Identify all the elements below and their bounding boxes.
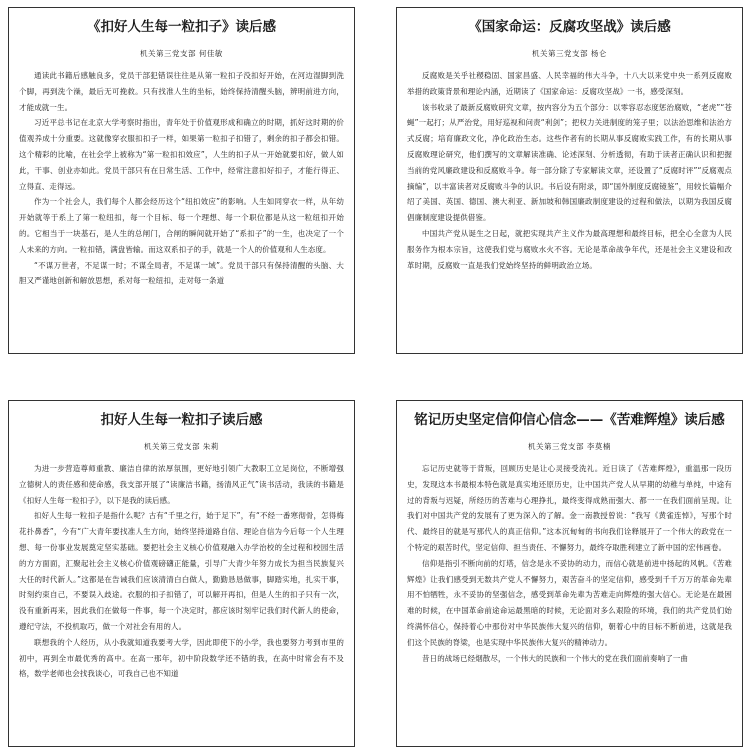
essay-card-3: [8, 400, 355, 747]
essay-paragraph: 信仰是指引不断向前的灯塔，信念是永不妥协的动力，而信心就是前进中扬起的风帆。《苦难辉煌》让我们感受到无数共产党人不懈努力，艰苦奋斗的坚定信仰，感受到千千万万的革命先辈用不怕牺牲，永不妥协的坚强信念，感受到革命先辈为苦难走向辉煌的强大信心。无论是在最困难的时候，在中国革命前途命运最黑暗的时候，无论面对多么艰险的环境，我们的共产党员们始终满怀信心，保持着心中那份对中华民族伟大复兴的信仰，朝着心中的目标不断前进，这就是我们这个民族的脊梁，也是实现中华民族伟大复兴的精神动力。: [407, 558, 732, 647]
essay-card-2: [396, 7, 743, 354]
essay-paragraph: 联想我的个人经历，从小我就知道我要考大学，因此即使下的小学，我也要努力考到市里的初中，再到全市最优秀的高中。在高一那年，初中阶段数学还不错的我，在高中时常会有不及格，数学老师也会找我谈心，可我自己也不知道: [19, 637, 344, 679]
essay-byline: 机关第三党支部 李莫楠: [528, 442, 611, 451]
essay-byline: 机关第三党支部 朱莉: [144, 442, 219, 451]
essay-title: 扣好人生每一粒扣子读后感: [100, 412, 263, 428]
essay-paragraph: 通读此书籍后感触良多，党员干部犯错误往往是从第一粒扣子没扣好开始，在河边湿脚到洗个脚，再到洗个澡，最后无可挽救。只有找准人生的坐标，始终保持清醒头脑，辨明前进方向，才能成就一生。: [19, 71, 344, 112]
essay-paragraph: 昔日的战场已经烟散尽，一个伟大的民族和一个伟大的党在我们面前奏响了一曲: [422, 653, 688, 663]
essay-paragraph: 中国共产党从诞生之日起，就把实现共产主义作为最高理想和最终目标，把全心全意为人民服务作为根本宗旨，这使我们党与腐败水火不容。无论是革命战争年代，还是社会主义建设和改革时期，反腐败一直是我们党始终坚持的鲜明政治立场。: [407, 228, 732, 270]
essay-paragraph: 反腐败是关乎社稷稳固、国家昌盛、人民幸福的伟大斗争，十八大以来党中央一系列反腐败举措的政策背景和理论内涵，近期读了《国家命运：反腐攻坚战》一书，感受深刻。: [407, 71, 732, 96]
essay-paragraph: 扣好人生每一粒扣子是指什么呢？古有“千里之行，始于足下”，有“不经一番寒彻骨，怎得梅花扑鼻香”，今有“广大青年要找准人生方向，始终坚持道路自信、理论自信为今后每一个人生理想、每一份事业发展奠定坚实基础。要把社会主义核心价值观融入办学治校的全过程和校园生活的方方面面，汇聚起社会主义核心价值观磅礴正能量，引导广大青少年努力成长为担当民族复兴大任的时代新人。”这都是在告诫我们应该清清白白做人，勤勤恳恳做事，脚踏实地，扎实干事，时刻约束自己，不要误入歧途。衣服的扣子扣错了，可以解开再扣，但是人生的扣子只有一次，没有重新再来，因此我们在做每一件事，每一个决定时，都应该时刻牢记我们时代新人的使命，遵纪守法，不投机取巧，做一个对社会有用的人。: [19, 511, 344, 631]
essay-paragraph: 该书收录了最新反腐败研究文章，按内容分为五个部分：以零容忍态度惩治腐败，“老虎”“苍蝇”一起打；从严治党，用好巡视和问责“利剑”；把权力关进制度的笼子里；以法治思维和法治方式反腐；培育廉政文化，净化政治生态。这些作者有的长期从事反腐败实践工作，有的长期从事反腐败理论研究，他们撰写的文章解读准确、论述深刻、分析透彻，有助于读者正确认识和把握当前的党风廉政建设和反腐败斗争。每一部分除了专家解读文章，还设置了“反腐时评”“反腐观点摘编”，以丰富读者对反腐败斗争的认识。书后设有附录，即“国外制度反腐镜鉴”，用较长篇幅介绍了美国、英国、德国、澳大利亚、新加坡和韩国廉政制度建设的过程和做法，以期为我国反腐倡廉制度建设提供借鉴。: [407, 102, 732, 223]
essay-paragraph: “不谋万世者，不足谋一时；不谋全局者，不足谋一域”。党员干部只有保持清醒的头脑、大胆又严谨地创新和解放思想，系对每一粒纽扣，走对每一条道: [19, 260, 344, 286]
essay-card-4: [396, 400, 743, 747]
essay-title: 《国家命运：反腐攻坚战》读后感: [468, 19, 671, 35]
essay-title: 铭记历史坚定信仰信心信念——《苦难辉煌》读后感: [414, 412, 725, 428]
essay-card-1: [8, 7, 355, 354]
essay-paragraph: 作为一个社会人，我们每个人都会经历这个“纽扣效应”的影响。人生如同穿衣一样，从年幼开始就等于系上了第一粒纽扣，每一个目标、每一个理想、每一个职位都是从这一粒纽扣开始的。它相当于一块基石，是人生的总闸门，合闸的瞬间就开始了“系扣子”的一生，也决定了一个人未来的方向。一粒扣错，满盘皆输。而这双系扣子的手，就是一个人的价值观和人生态度。: [19, 197, 344, 254]
essay-byline: 机关第三党支部 杨仑: [532, 49, 607, 58]
essay-byline: 机关第三党支部 何佳敏: [140, 49, 223, 58]
essay-paragraph: 习近平总书记在北京大学考察时指出，青年处于价值观形成和确立的时期，抓好这时期的价值观养成十分重要。这就像穿衣服扣扣子一样，如果第一粒扣子扣错了，剩余的扣子都会扣错。这个精彩的比喻，在社会学上被称为“第一粒扣扣效应”，人生的扣子从一开始就要扣好，做人如此，干事、创业亦如此。党员干部只有在日常生活、工作中，经常注意扣好扣子，才能行得正、立得直、走得远。: [19, 118, 344, 191]
essay-paragraph: 忘记历史就等于背叛，回顾历史是让心灵接受洗礼。近日读了《苦难辉煌》，重温那一段历史，发现这本书最根本特色就是真实地还原历史，让中国共产党人从早期的幼稚与单纯，中途有过的背叛与迟疑，所经历的苦难与心理挣扎，最终变得成熟而强大、都一一在我们面前呈现。让我们对中国共产党的发展有了更为深入的了解。金一南教授曾说：“我写《黄雀连悼》，写那个时代、最终目的就是写那代人的真正信仰。”这本沉甸甸的书向我们诠释展开了一个伟大的政党在一个特定的艰苦时代，坚定信仰、担当责任、不懈努力，最终夺取胜利建立了新中国的宏伟画卷。: [407, 464, 732, 552]
essay-paragraph: 为进一步营造尊师重教、廉洁自律的浓厚氛围，更好地引领广大教职工立足岗位，不断增强立德树人的责任感和使命感，我支部开展了“读廉洁书籍，扬清风正气”读书活动，我读的书籍是《扣好人生每一粒扣子》，以下是我的读后感。: [19, 464, 344, 505]
essay-title: 《扣好人生每一粒扣子》读后感: [87, 19, 276, 35]
